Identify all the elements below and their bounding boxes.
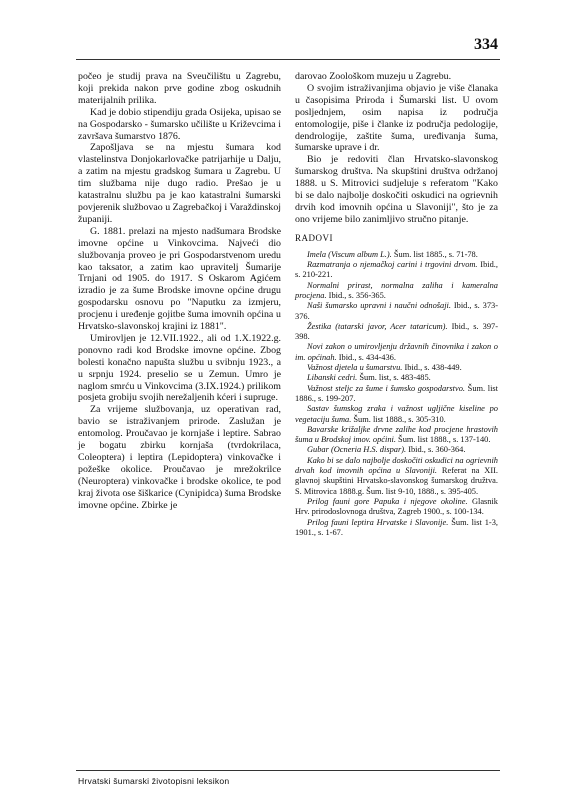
work-title: Gubar (Ocneria H.S. dispar). (307, 445, 407, 455)
works-entry (295, 497, 498, 518)
work-reference: Ibid., s. 438-449. (402, 363, 462, 373)
footer-rule (76, 770, 500, 771)
works-entry (295, 518, 498, 539)
works-entry (295, 384, 498, 405)
work-reference: Ibid., s. 373-376. (295, 301, 498, 321)
work-reference: Ibid., s. 397-398. (295, 321, 498, 342)
page-number: 334 (474, 36, 498, 53)
works-entry (295, 301, 498, 322)
work-title: Imela (Viscum album L.). (307, 249, 392, 259)
work-title: Sastav šumskog zraka i važnost ugljične kiseline po vegetaciju šuma. (295, 404, 498, 424)
work-reference: Glasnik Hrv. prirodoslovnoga društva, Zagreb 1900., s. 100-134. (295, 496, 498, 517)
body-paragraph: Kad je dobio stipendiju grada Osijeka, upisao se na Gospodarsko - šumarsko učilište u Križevcima i završava šumarstvo 1876. (78, 106, 281, 142)
work-reference: Šum. list 1-3, 1901., s. 1-67. (295, 517, 498, 537)
left-column (78, 71, 281, 512)
header-rule (76, 59, 500, 60)
work-reference: Šum. list 1885., s. 71-78. (391, 249, 478, 259)
work-title: Žestika (tatarski javor, Acer tataricum). (307, 321, 448, 331)
work-title: Važnost steljc za šume i šumsko gospodarstvo. (307, 383, 466, 393)
body-paragraph: Umirovljen je 12.VII.1922., ali od 1.X.1922.g. ponovno radi kod Brodske imovne općine. Zbog bolesti konačno napušta službu u svibnju 1923., a u srpnju 1924. preselio se u Zemun. Umro je naglom smrću u Vinkovcima (3.IX.1924.) prilikom posjeta grobiju svojih nerežaljenih kćeri i supruge. (78, 332, 281, 404)
works-list (295, 250, 498, 538)
works-entry (295, 425, 498, 446)
work-title: Prilog fauni leptira Hrvatske i Slavonije. (307, 517, 449, 527)
works-entry (295, 260, 498, 281)
body-paragraph: Zapošljava se na mjestu šumara kod vlastelinstva Donjokarlovačke patrijarhije u Dalju, a zatim na mjestu gradskog šumara u Zagrebu. U tim službama nije dugo radio. Prešao je u katastralnu službu pa je kao katastralni šumarski povjerenik službovao u Zagrebačkoj i Varaždinskoj županiji. (78, 142, 282, 225)
works-entry (295, 250, 498, 260)
works-entry (295, 445, 498, 455)
work-title: Novi zakon o umirovljenju državnih činovnika i zakon o im. općinah. (295, 342, 498, 362)
work-reference: Šum. list 1888., s. 305-310. (351, 414, 446, 424)
body-paragraph: darovao Zoološkom muzeju u Zagrebu. (295, 71, 452, 82)
body-paragraph: počeo je studij prava na Sveučilištu u Zagrebu, koji prekida nakon prve godine zbog oskudnih materijalnih prilika. (78, 71, 281, 106)
works-entry (295, 363, 498, 373)
right-column (295, 71, 498, 538)
work-title: Važnost djetela u šumarstvu. (307, 363, 403, 373)
works-entry (295, 404, 498, 425)
work-reference: Šum. list 1886., s. 199-207. (295, 383, 498, 403)
work-title: Libanski cedri. (307, 373, 358, 383)
work-reference: Ibid., s. 360-364. (406, 445, 466, 455)
work-reference: Šum. list 1888., s. 137-140. (395, 435, 491, 445)
work-title: Normalni prirast, normalna zaliha i kameralna procjena. (295, 280, 498, 300)
body-paragraph: Bio je redoviti član Hrvatsko-slavonskog šumarskog društva. Na skupštini društva održanoj 1888. u S. Mitrovici sudjeluje s referatom "Kako bi se dalo najbolje doskočiti oskudici na ogrievnih drvih kod imovnih općina u Slavoniji", što je za ono vrijeme bilo zanimljivo stručno pitanje. (295, 154, 498, 225)
work-title: Prilog fauni gore Papuka i njegove okoline. (307, 496, 468, 506)
work-reference: Ibid., s. 356-365. (326, 290, 386, 300)
work-title: Naši šumarsko upravni i naučni odnošaji. (307, 301, 451, 311)
footer-title: Hrvatski šumarski životopisni leksikon (78, 776, 230, 786)
work-title: Bavarske križaljke drvne zalihe kod procjene hrastovih šuma u Brodskoj imov. općini. (295, 424, 498, 445)
body-paragraph: G. 1881. prelazi na mjesto nadšumara Brodske imovne općine u Vinkovcima. Najveći dio službovanja proveo je pri Gospodarstvenom uredu kao taksator, a zatim kao upravitelj Šumarije Trnjani od 1905. do 1917. S Oskarom Agićem izradio je za šume Brodske imovne općine drugu gospodarsku osnovu po "Naputku za izmjeru, procjenu i uređenje gojitbe šuma imovnih općina u Hrvatsko-slavonskoj krajini iz 1881". (78, 225, 281, 333)
work-title: Razmatranja o njemačkoj carini i trgovini drvom. (307, 260, 478, 270)
works-entry (295, 373, 498, 383)
work-reference: Ibid., s. 210-221. (295, 260, 498, 280)
works-entry (295, 322, 498, 343)
body-paragraph: O svojim istraživanjima objavio je više članaka u časopisima Priroda i Šumarski list. U ovom posljednjem, osim napisa iz područja entomologije, piše i članke iz područja pedologije, dendrologije, zaštite šuma, uređivanja šuma, šumarske uprave i dr. (295, 82, 498, 154)
work-reference: Referat na XII. glavnoj skupštini Hrvatsko-slavonskog šumarskog družtva. S. Mitrovica 1888.g. Šum. list 9-10, 1888., s. 395-405. (295, 466, 498, 496)
body-paragraph: Za vrijeme službovanja, uz operativan rad, bavio se istraživanjem prirode. Zaslužan je entomolog. Proučavao je kornjaše i leptire. Sabrao je bogatu zbirku kornjaša (tvrdokrilaca, Coleoptera) i leptira (Lepidoptera) vinkovačke i požeške okolice. Proučavao je mrežokrilce (Neuroptera) vinkovačke i brodske okolice, te pod kraj života ose šiškarice (Cynipidca) šuma Brodske imovne općine. Zbirke je (78, 404, 281, 511)
work-title: Kako bi se dalo najbolje doskočiti oskudici na ogrievnih drvah kod imovnih općina u Slavoniji. (295, 455, 498, 476)
works-entry (295, 281, 498, 302)
works-heading: RADOVI (295, 232, 333, 243)
work-reference: Šum. list, s. 483-485. (357, 373, 431, 383)
work-reference: Ibid., s. 434-436. (336, 352, 396, 362)
works-entry (295, 342, 498, 363)
works-entry (295, 456, 498, 497)
